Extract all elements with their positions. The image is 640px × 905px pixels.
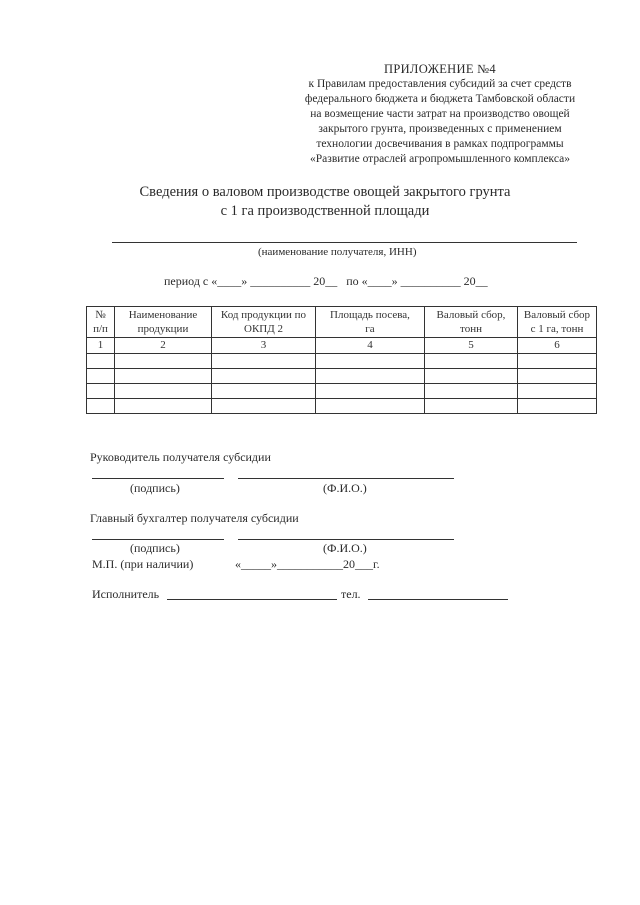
appendix-line: на возмещение части затрат на производство овощей: [310, 108, 570, 120]
column-number: 1: [87, 338, 115, 354]
head-signature-caption: (подпись): [130, 481, 180, 495]
recipient-line[interactable]: [112, 242, 577, 243]
table-row[interactable]: [87, 369, 597, 384]
executor-name-line[interactable]: [167, 599, 337, 600]
appendix-line: федерального бюджета и бюджета Тамбовской области: [304, 93, 576, 105]
date-field[interactable]: «_____»___________20___г.: [235, 557, 380, 571]
column-number: 5: [425, 338, 518, 354]
column-number: 6: [518, 338, 597, 354]
title-line-2: с 1 га производственной площади: [220, 203, 430, 219]
header-cell-gross: Валовый сбор, тонн: [425, 307, 518, 338]
stamp-label: М.П. (при наличии): [92, 557, 194, 571]
appendix-heading: ПРИЛОЖЕНИЕ №4: [384, 62, 496, 76]
appendix-line: «Развитие отраслей агропромышленного комплекса»: [310, 153, 570, 165]
phone-label: тел.: [341, 587, 361, 601]
accountant-label: Главный бухгалтер получателя субсидии: [90, 511, 299, 525]
document-title: [80, 183, 570, 221]
header-cell-number: № п/п: [87, 307, 115, 338]
head-label: Руководитель получателя субсидии: [90, 450, 271, 464]
accountant-name-caption: (Ф.И.О.): [323, 541, 367, 555]
header-cell-code: Код продукции по ОКПД 2: [212, 307, 316, 338]
appendix-block: [270, 62, 610, 167]
production-table: [86, 306, 597, 414]
accountant-signature-line[interactable]: [92, 539, 224, 540]
appendix-line: закрытого грунта, произведенных с применением: [318, 123, 562, 135]
head-name-caption: (Ф.И.О.): [323, 481, 367, 495]
column-number: 3: [212, 338, 316, 354]
header-cell-gross-per-ha: Валовый сбор с 1 га, тонн: [518, 307, 597, 338]
column-number: 2: [115, 338, 212, 354]
header-cell-product: Наименование продукции: [115, 307, 212, 338]
accountant-name-line[interactable]: [238, 539, 454, 540]
table-row[interactable]: [87, 384, 597, 399]
appendix-line: технологии досвечивания в рамках подпрограммы: [316, 138, 564, 150]
accountant-signature-caption: (подпись): [130, 541, 180, 555]
table-number-row: [87, 338, 597, 354]
table-row[interactable]: [87, 354, 597, 369]
period-line: период с «____» __________ 20__ по «____» __________ 20__: [164, 274, 488, 288]
title-line-1: Сведения о валовом производстве овощей закрытого грунта: [139, 184, 511, 200]
table-header-row: [87, 307, 597, 338]
recipient-caption: (наименование получателя, ИНН): [258, 246, 417, 258]
executor-label: Исполнитель: [92, 587, 160, 601]
phone-line[interactable]: [368, 599, 508, 600]
header-cell-area: Площадь посева, га: [316, 307, 425, 338]
column-number: 4: [316, 338, 425, 354]
head-name-line[interactable]: [238, 478, 454, 479]
head-signature-line[interactable]: [92, 478, 224, 479]
table-row[interactable]: [87, 399, 597, 414]
appendix-line: к Правилам предоставления субсидий за счет средств: [308, 78, 572, 90]
